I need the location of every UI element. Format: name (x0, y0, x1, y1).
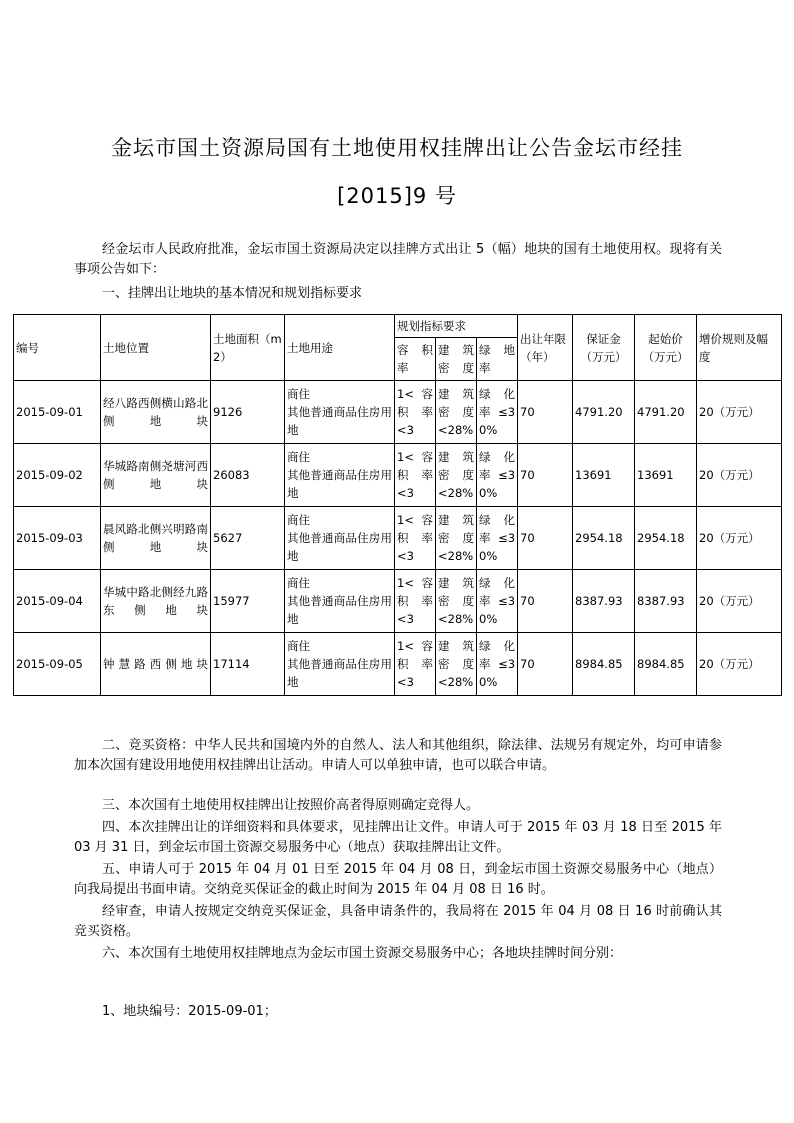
plot-start-price-cell: 8387.93 (635, 570, 697, 633)
plot-area-cell: 5627 (211, 507, 285, 570)
location-paragraph: 六、本次国有土地使用权挂牌地点为金坛市国土资源交易服务中心；各地块挂牌时间分别： (102, 946, 623, 961)
plot-use-detail: 其他普通商品住房用地 (287, 594, 392, 626)
plot-use-cell (285, 633, 395, 696)
plot-area-cell: 9126 (211, 381, 285, 444)
header-area: 土地面积（m2） (211, 315, 285, 381)
plot-use-detail: 其他普通商品住房用地 (287, 405, 392, 437)
plot-location-cell: 华城路南侧尧塘河西侧地块 (101, 444, 211, 507)
table-row (14, 633, 782, 696)
header-density: 建 筑密度 (436, 338, 477, 381)
plot-id-cell: 2015-09-03 (14, 507, 101, 570)
plot-term-cell: 70 (518, 381, 573, 444)
header-planning: 规划指标要求 (395, 315, 518, 338)
plot-term-cell: 70 (518, 444, 573, 507)
plot-green-cell: 绿 化率 ≤30% (477, 381, 518, 444)
plot-deposit-cell: 13691 (573, 444, 635, 507)
plot-green-cell: 绿 化率 ≤30% (477, 507, 518, 570)
section1-heading: 一、挂牌出让地块的基本情况和规划指标要求 (102, 286, 363, 301)
plot-start-price-cell: 2954.18 (635, 507, 697, 570)
plot-green-cell: 绿 化率 ≤30% (477, 570, 518, 633)
header-increment: 增价规则及幅度 (697, 315, 782, 381)
plot-increment-cell: 20（万元） (697, 444, 782, 507)
review-paragraph: 经审查，申请人按规定交纳竞买保证金，具备申请条件的，我局将在 2015 年 04 月 08 日 16 时前确认其竞买资格。 (74, 904, 722, 939)
plot-far-cell: 1< 容积 率<3 (395, 444, 436, 507)
plot-id-cell: 2015-09-02 (14, 444, 101, 507)
plot-deposit-cell: 2954.18 (573, 507, 635, 570)
principle-paragraph: 三、本次国有土地使用权挂牌出让按照价高者得原则确定竞得人。 (102, 798, 480, 813)
documents-paragraph: 四、本次挂牌出让的详细资料和具体要求，见挂牌出让文件。申请人可于 2015 年 03 月 18 日至 2015 年 03 月 31 日，到金坛市国土资源交易服务中心（地点）获取挂牌出让文件。 (74, 820, 722, 855)
plot-density-cell: 建 筑密 度<28% (436, 633, 477, 696)
plot-area-cell: 15977 (211, 570, 285, 633)
document-title-line2: [2015]9 号 (337, 184, 457, 208)
plot-far-cell: 1< 容积 率<3 (395, 381, 436, 444)
header-use: 土地用途 (285, 315, 395, 381)
plot-location-cell: 华城中路北侧经九路东侧地块 (101, 570, 211, 633)
plot-use-detail: 其他普通商品住房用地 (287, 657, 392, 689)
header-id: 编号 (14, 315, 101, 381)
table-row (14, 570, 782, 633)
table-row (14, 507, 782, 570)
plot-id-cell: 2015-09-05 (14, 633, 101, 696)
plot-id-cell: 2015-09-01 (14, 381, 101, 444)
plot-green-cell: 绿 化率 ≤30% (477, 633, 518, 696)
plot-deposit-cell: 8984.85 (573, 633, 635, 696)
plot-use-primary: 商住 (287, 513, 310, 527)
plot-far-cell: 1< 容积 率<3 (395, 507, 436, 570)
plot-location-cell: 钟慧路西侧地块 (101, 633, 211, 696)
table-row (14, 444, 782, 507)
qualification-paragraph: 二、竞买资格：中华人民共和国境内外的自然人、法人和其他组织，除法律、法规另有规定外，均可申请参加本次国有建设用地使用权挂牌出让活动。申请人可以单独申请，也可以联合申请。 (74, 738, 722, 773)
plot-start-price-cell: 13691 (635, 444, 697, 507)
plot-use-cell (285, 507, 395, 570)
document-title-line1: 金坛市国土资源局国有土地使用权挂牌出让公告金坛市经挂 (111, 136, 683, 160)
plot-density-cell: 建 筑密 度<28% (436, 444, 477, 507)
plot-use-primary: 商住 (287, 576, 310, 590)
plot-use-detail: 其他普通商品住房用地 (287, 531, 392, 563)
plot-area-cell: 26083 (211, 444, 285, 507)
plots-table (13, 314, 782, 696)
plot-use-primary: 商住 (287, 387, 310, 401)
plot-use-detail: 其他普通商品住房用地 (287, 468, 392, 500)
plot-start-price-cell: 4791.20 (635, 381, 697, 444)
header-location: 土地位置 (101, 315, 211, 381)
header-term: 出让年限（年） (518, 315, 573, 381)
header-deposit: 保证金（万元） (573, 315, 635, 381)
plot-density-cell: 建 筑密 度<28% (436, 381, 477, 444)
plot-use-primary: 商住 (287, 450, 310, 464)
plot-green-cell: 绿 化率 ≤30% (477, 444, 518, 507)
plot-location-cell: 经八路西侧横山路北侧地块 (101, 381, 211, 444)
plot-deposit-cell: 8387.93 (573, 570, 635, 633)
plot-area-cell: 17114 (211, 633, 285, 696)
table-row (14, 381, 782, 444)
plot-density-cell: 建 筑密 度<28% (436, 570, 477, 633)
intro-paragraph: 经金坛市人民政府批准，金坛市国土资源局决定以挂牌方式出让 5（幅）地块的国有土地使用权。现将有关事项公告如下： (74, 242, 722, 277)
header-start-price: 起始价（万元） (635, 315, 697, 381)
plot-start-price-cell: 8984.85 (635, 633, 697, 696)
application-paragraph: 五、申请人可于 2015 年 04 月 01 日至 2015 年 04 月 08 日，到金坛市国土资源交易服务中心（地点）向我局提出书面申请。交纳竞买保证金的截止时间为 2015 年 04 月 08 日 16 时。 (74, 862, 722, 897)
plot-use-cell (285, 381, 395, 444)
plot-increment-cell: 20（万元） (697, 570, 782, 633)
plot-term-cell: 70 (518, 507, 573, 570)
plot-use-cell (285, 444, 395, 507)
plot-density-cell: 建 筑密 度<28% (436, 507, 477, 570)
plot-increment-cell: 20（万元） (697, 507, 782, 570)
plot-far-cell: 1< 容积 率<3 (395, 570, 436, 633)
plot-term-cell: 70 (518, 570, 573, 633)
plot-deposit-cell: 4791.20 (573, 381, 635, 444)
plot-far-cell: 1< 容积 率<3 (395, 633, 436, 696)
plot-use-primary: 商住 (287, 639, 310, 653)
header-far: 容 积率 (395, 338, 436, 381)
plot-term-cell: 70 (518, 633, 573, 696)
header-green: 绿 地率 (477, 338, 518, 381)
plot-increment-cell: 20（万元） (697, 381, 782, 444)
plot-use-cell (285, 570, 395, 633)
plot-id-cell: 2015-09-04 (14, 570, 101, 633)
plot-increment-cell: 20（万元） (697, 633, 782, 696)
plot-location-cell: 晨风路北侧兴明路南侧地块 (101, 507, 211, 570)
plot-number-line: 1、地块编号：2015-09-01； (102, 1004, 277, 1019)
